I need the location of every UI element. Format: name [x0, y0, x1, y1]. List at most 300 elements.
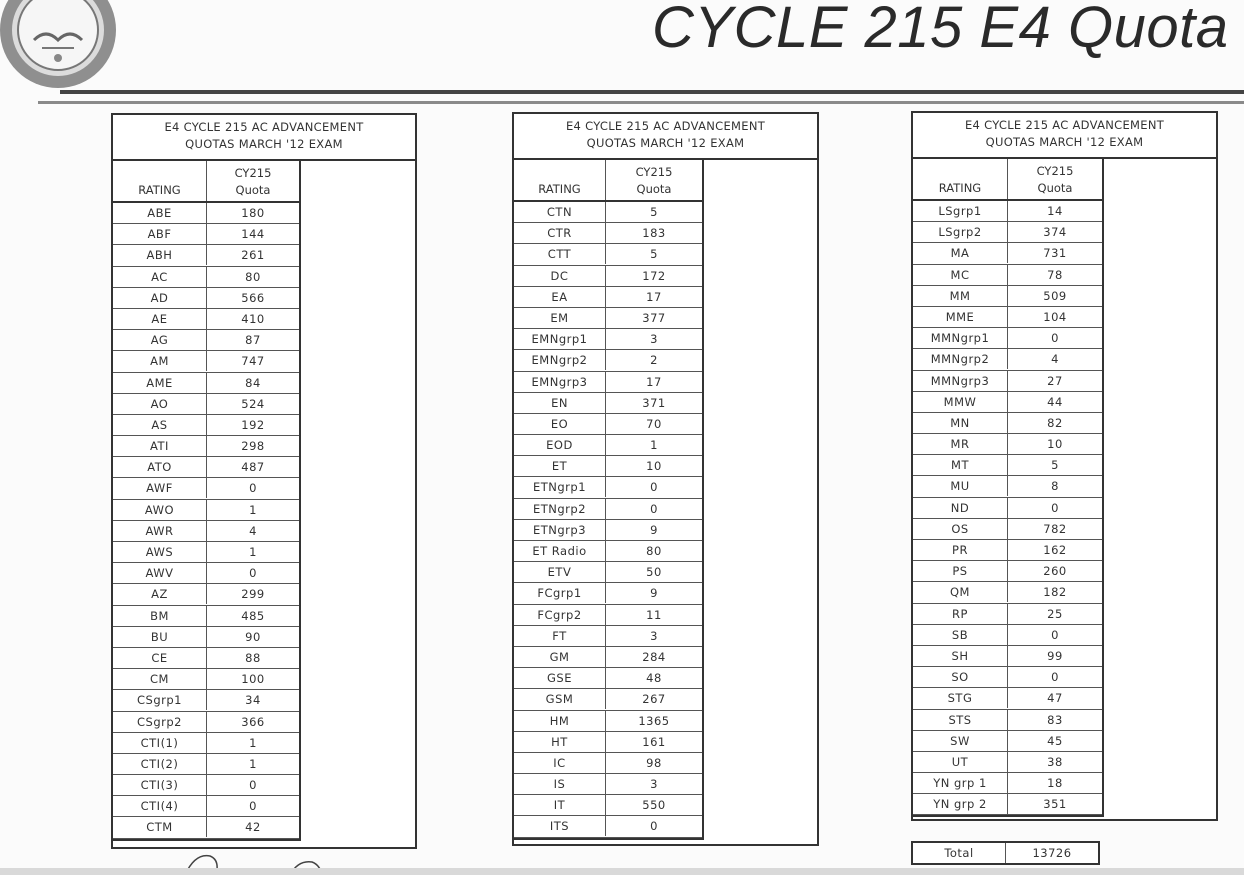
quota-cell: 70 — [646, 416, 662, 431]
quota-cell: 104 — [1043, 309, 1067, 324]
table-row — [113, 351, 299, 372]
rating-cell: MME — [913, 307, 1008, 327]
table-row — [514, 689, 702, 710]
rating-cell: MN — [913, 413, 1008, 433]
rating-cell: ITS — [514, 816, 606, 836]
table-row — [913, 498, 1102, 519]
quota-cell: 182 — [1043, 585, 1067, 600]
panel-heading — [913, 113, 1216, 159]
title-rule — [60, 90, 1244, 94]
quota-cell: 485 — [241, 608, 265, 623]
table-body — [913, 201, 1102, 815]
table-row — [113, 309, 299, 330]
quota-cell: 0 — [249, 566, 257, 581]
rating-cell: AS — [113, 415, 207, 435]
rating-cell: AM — [113, 351, 207, 371]
quota-cell: 1 — [249, 545, 257, 559]
rating-cell: FT — [514, 626, 606, 646]
table-header — [913, 159, 1102, 201]
table-row — [514, 795, 702, 816]
quota-cell: 4 — [1051, 352, 1059, 367]
table-row — [913, 328, 1102, 349]
heading-line-1: E4 CYCLE 215 AC ADVANCEMENT — [964, 118, 1165, 132]
rating-cell: MMNgrp1 — [913, 328, 1008, 348]
table-row — [514, 372, 702, 393]
rating-cell: EMNgrp1 — [514, 329, 606, 349]
rating-cell: EM — [514, 308, 606, 328]
quota-cell: 377 — [642, 310, 666, 325]
table-row — [913, 286, 1102, 307]
quota-cell: 0 — [1051, 627, 1059, 642]
table-row — [913, 434, 1102, 455]
table-row — [514, 711, 702, 732]
rating-cell: UT — [913, 752, 1008, 772]
table-row — [913, 371, 1102, 392]
table-row — [514, 732, 702, 753]
panel-heading — [113, 115, 415, 161]
rating-cell: EMNgrp3 — [514, 372, 606, 392]
table-row — [514, 202, 702, 223]
navy-seal-icon — [0, 0, 122, 90]
table-row — [113, 817, 299, 838]
heading-line-1: E4 CYCLE 215 AC ADVANCEMENT — [164, 120, 364, 134]
quota-cell: 566 — [241, 290, 265, 305]
rating-cell: CTR — [514, 223, 606, 243]
rating-cell: SH — [913, 646, 1008, 666]
quota-cell: 50 — [646, 565, 662, 580]
table-row — [913, 561, 1102, 582]
quota-cell: 14 — [1047, 204, 1063, 218]
rating-cell: ND — [913, 498, 1008, 518]
table-row — [113, 648, 299, 669]
table-body — [514, 202, 702, 838]
rating-cell: ABF — [113, 224, 207, 244]
quota-cell: 78 — [1047, 267, 1063, 282]
quota-cell: 10 — [646, 459, 662, 474]
table-row — [113, 415, 299, 436]
table-row — [113, 584, 299, 605]
rating-cell: SB — [913, 625, 1008, 645]
rating-cell: MM — [913, 286, 1008, 306]
quota-cell: 45 — [1047, 733, 1063, 748]
rating-cell: AWF — [113, 478, 207, 498]
table-row — [514, 308, 702, 329]
table-row — [514, 605, 702, 626]
quota-cell: 180 — [241, 206, 265, 220]
quota-cell: 550 — [642, 798, 666, 813]
rating-cell: AO — [113, 394, 207, 414]
rating-cell: CSgrp1 — [113, 690, 207, 710]
table-row — [113, 457, 299, 478]
rating-cell: FCgrp1 — [514, 583, 606, 603]
table-body — [113, 203, 299, 839]
rating-cell: BM — [113, 606, 207, 626]
quota-cell: 0 — [650, 819, 658, 834]
quota-cell: 487 — [241, 460, 265, 475]
quota-cell: 161 — [642, 734, 666, 749]
quota-cell: 782 — [1043, 521, 1067, 536]
rating-cell: ABE — [113, 203, 207, 223]
rating-cell: ATI — [113, 436, 207, 456]
quota-cell: 1 — [249, 735, 257, 750]
rating-cell: EOD — [514, 435, 606, 455]
rating-cell: GSM — [514, 689, 606, 709]
quota-cell: 2 — [650, 353, 658, 368]
quota-cell: 5 — [650, 247, 658, 262]
table-row — [913, 773, 1102, 794]
rating-cell: ET Radio — [514, 541, 606, 561]
quota-header-line-1: CY215 — [635, 165, 673, 179]
rating-cell: RP — [913, 604, 1008, 624]
table-row — [913, 222, 1102, 243]
rating-cell: GSE — [514, 668, 606, 688]
rating-cell: MMNgrp3 — [913, 371, 1008, 391]
quota-cell: 88 — [245, 650, 261, 665]
quota-cell: 410 — [241, 311, 265, 326]
quota-panel-2 — [512, 112, 819, 846]
quota-cell: 509 — [1043, 288, 1067, 303]
rating-cell: CTT — [514, 244, 606, 264]
table-row — [514, 435, 702, 456]
quota-cell: 351 — [1043, 797, 1067, 812]
table-row — [113, 203, 299, 224]
rating-cell: HT — [514, 732, 606, 752]
rating-cell: SO — [913, 667, 1008, 687]
quota-cell: 366 — [241, 714, 265, 729]
rating-cell: ET — [514, 456, 606, 476]
quota-cell: 44 — [1047, 394, 1063, 409]
table-row — [514, 266, 702, 287]
quota-cell: 98 — [646, 755, 662, 770]
table-row — [913, 243, 1102, 264]
quota-cell: 83 — [1047, 712, 1063, 727]
table-row — [913, 688, 1102, 709]
rating-cell: EA — [514, 287, 606, 307]
rating-cell: AME — [113, 373, 207, 393]
quota-cell: 731 — [1043, 246, 1067, 261]
total-label: Total — [913, 843, 1006, 863]
quota-cell: 5 — [1051, 458, 1059, 473]
rating-cell: AG — [113, 330, 207, 350]
quota-header — [207, 161, 299, 201]
rating-cell: CSgrp2 — [113, 712, 207, 732]
table-row — [514, 223, 702, 244]
rating-cell: MC — [913, 265, 1008, 285]
table-row — [514, 816, 702, 837]
rating-cell: AWR — [113, 521, 207, 541]
rating-cell: ETNgrp2 — [514, 499, 606, 519]
total-value: 13726 — [1032, 846, 1072, 860]
quota-header-line-1: CY215 — [1036, 164, 1074, 178]
rating-cell: MA — [913, 243, 1008, 263]
table-row — [913, 731, 1102, 752]
table-row — [913, 413, 1102, 434]
table-header — [113, 161, 299, 203]
rating-cell: HM — [514, 711, 606, 731]
table-row — [514, 541, 702, 562]
table-row — [113, 627, 299, 648]
table-row — [913, 349, 1102, 370]
quota-cell: 162 — [1043, 543, 1067, 557]
quota-cell: 261 — [241, 248, 265, 263]
rating-header: RATING — [514, 160, 606, 200]
table-row — [913, 794, 1102, 815]
rating-cell: STG — [913, 688, 1008, 708]
quota-cell: 17 — [646, 289, 662, 304]
table-row — [514, 477, 702, 498]
quota-cell: 99 — [1047, 648, 1063, 663]
rating-cell: DC — [514, 266, 606, 286]
table-row — [913, 201, 1102, 222]
quota-cell: 0 — [249, 799, 257, 814]
quota-cell: 25 — [1047, 606, 1063, 621]
quota-cell: 144 — [241, 227, 265, 242]
rating-cell: EO — [514, 414, 606, 434]
table-row — [514, 626, 702, 647]
table-row — [113, 478, 299, 499]
table-row — [113, 373, 299, 394]
quota-cell: 3 — [650, 777, 658, 792]
quota-cell: 10 — [1047, 437, 1063, 452]
table-row — [514, 562, 702, 583]
quota-header-line-2: Quota — [235, 183, 271, 197]
rating-cell: ETV — [514, 562, 606, 582]
table-row — [913, 455, 1102, 476]
rating-cell: CTI(3) — [113, 775, 207, 795]
table-row — [514, 456, 702, 477]
rating-cell: IS — [514, 774, 606, 794]
rating-cell: CTN — [514, 202, 606, 222]
rating-cell: IT — [514, 795, 606, 815]
quota-cell: 183 — [642, 226, 666, 241]
table-row — [113, 796, 299, 817]
rating-cell: AE — [113, 309, 207, 329]
rating-cell: PR — [913, 540, 1008, 560]
quota-cell: 524 — [241, 396, 265, 411]
rating-cell: CE — [113, 648, 207, 668]
table-row — [113, 733, 299, 754]
table-row — [514, 774, 702, 795]
quota-cell: 172 — [642, 268, 666, 283]
rating-cell: IC — [514, 753, 606, 773]
table-row — [113, 288, 299, 309]
rating-cell: EMNgrp2 — [514, 350, 606, 370]
quota-cell: 1 — [249, 502, 257, 517]
table-row — [913, 710, 1102, 731]
table-row — [113, 712, 299, 733]
quota-cell: 371 — [642, 395, 666, 410]
quota-cell: 38 — [1047, 754, 1063, 769]
quota-cell: 0 — [249, 778, 257, 793]
quota-cell: 192 — [241, 417, 265, 432]
quota-panel-1 — [111, 113, 417, 849]
table-row — [113, 542, 299, 563]
rating-cell: CTI(4) — [113, 796, 207, 816]
rating-cell: AZ — [113, 584, 207, 604]
table-row — [913, 582, 1102, 603]
quota-cell: 0 — [1051, 670, 1059, 685]
rating-cell: MMW — [913, 392, 1008, 412]
quota-cell: 0 — [1051, 331, 1059, 346]
rating-cell: QM — [913, 582, 1008, 602]
table-row — [514, 753, 702, 774]
table-row — [514, 499, 702, 520]
rating-cell: MT — [913, 455, 1008, 475]
table-row — [113, 754, 299, 775]
quota-header — [606, 160, 702, 200]
quota-cell: 1365 — [638, 713, 670, 728]
rating-header: RATING — [913, 159, 1008, 199]
rating-cell: AWV — [113, 563, 207, 583]
quota-cell: 0 — [1051, 500, 1059, 515]
rating-cell: YN grp 2 — [913, 794, 1008, 814]
panel-heading — [514, 114, 817, 160]
quota-table — [113, 161, 301, 841]
quota-cell: 5 — [650, 205, 658, 219]
quota-cell: 80 — [646, 544, 662, 558]
page-title: CYCLE 215 E4 Quota — [652, 0, 1229, 60]
rating-cell: CM — [113, 669, 207, 689]
rating-cell: YN grp 1 — [913, 773, 1008, 793]
table-row — [514, 668, 702, 689]
rating-cell: EN — [514, 393, 606, 413]
quota-cell: 4 — [249, 523, 257, 538]
quota-cell: 42 — [245, 820, 261, 835]
quota-header-line-1: CY215 — [234, 166, 272, 180]
table-row — [113, 690, 299, 711]
table-row — [113, 224, 299, 245]
table-row — [113, 330, 299, 351]
quota-cell: 100 — [241, 672, 265, 687]
table-row — [913, 667, 1102, 688]
table-row — [113, 669, 299, 690]
rating-header: RATING — [113, 161, 207, 201]
rating-cell: AWO — [113, 500, 207, 520]
quota-cell: 0 — [650, 480, 658, 495]
table-row — [913, 476, 1102, 497]
quota-cell: 17 — [646, 374, 662, 389]
rating-cell: FCgrp2 — [514, 605, 606, 625]
rating-cell: CTI(1) — [113, 733, 207, 753]
table-row — [514, 520, 702, 541]
table-row — [514, 583, 702, 604]
quota-header-line-2: Quota — [636, 182, 672, 196]
rating-cell: ATO — [113, 457, 207, 477]
table-row — [113, 245, 299, 266]
table-row — [514, 287, 702, 308]
table-row — [113, 606, 299, 627]
table-row — [113, 775, 299, 796]
quota-cell: 84 — [245, 375, 261, 390]
quota-cell: 374 — [1043, 225, 1067, 240]
table-row — [113, 563, 299, 584]
rating-cell: AWS — [113, 542, 207, 562]
quota-table — [913, 159, 1104, 817]
table-row — [113, 394, 299, 415]
rating-cell: GM — [514, 647, 606, 667]
table-row — [913, 307, 1102, 328]
table-row — [514, 647, 702, 668]
rating-cell: OS — [913, 519, 1008, 539]
quota-panel-3 — [911, 111, 1218, 821]
rating-cell: BU — [113, 627, 207, 647]
table-row — [113, 521, 299, 542]
quota-cell: 34 — [245, 693, 261, 708]
rating-cell: ETNgrp3 — [514, 520, 606, 540]
rating-cell: AC — [113, 267, 207, 287]
table-row — [913, 265, 1102, 286]
quota-cell: 48 — [646, 671, 662, 686]
quota-header-line-2: Quota — [1037, 181, 1073, 195]
total-box — [911, 841, 1100, 865]
table-row — [113, 500, 299, 521]
rating-cell: AD — [113, 288, 207, 308]
table-row — [514, 244, 702, 265]
bottom-bar — [0, 868, 1244, 875]
table-row — [514, 329, 702, 350]
quota-cell: 3 — [650, 628, 658, 643]
quota-header — [1008, 159, 1102, 199]
rating-cell: ABH — [113, 245, 207, 265]
table-row — [514, 393, 702, 414]
quota-cell: 8 — [1051, 479, 1059, 494]
table-row — [913, 625, 1102, 646]
quota-cell: 299 — [241, 587, 265, 602]
quota-cell: 298 — [241, 439, 265, 454]
rating-cell: MMNgrp2 — [913, 349, 1008, 369]
quota-cell: 267 — [642, 692, 666, 707]
heading-line-1: E4 CYCLE 215 AC ADVANCEMENT — [565, 119, 766, 133]
table-header — [514, 160, 702, 202]
quota-cell: 47 — [1047, 691, 1063, 706]
table-row — [913, 752, 1102, 773]
quota-cell: 260 — [1043, 564, 1067, 579]
quota-cell: 11 — [646, 607, 662, 622]
table-row — [113, 436, 299, 457]
table-row — [913, 646, 1102, 667]
heading-line-2: QUOTAS MARCH '12 EXAM — [985, 135, 1144, 149]
quota-cell: 0 — [249, 481, 257, 496]
quota-cell: 284 — [642, 649, 666, 664]
rating-cell: LSgrp1 — [913, 201, 1008, 221]
quota-cell: 9 — [650, 522, 658, 537]
quota-cell: 90 — [245, 629, 261, 644]
table-row — [913, 392, 1102, 413]
quota-cell: 87 — [245, 333, 261, 348]
table-row — [514, 350, 702, 371]
rating-cell: SW — [913, 731, 1008, 751]
title-rule-secondary — [38, 101, 1244, 104]
table-row — [913, 604, 1102, 625]
rating-cell: LSgrp2 — [913, 222, 1008, 242]
quota-cell: 0 — [650, 501, 658, 516]
rating-cell: CTM — [113, 817, 207, 837]
quota-cell: 27 — [1047, 373, 1063, 388]
table-row — [113, 267, 299, 288]
rating-cell: MR — [913, 434, 1008, 454]
quota-cell: 1 — [650, 438, 658, 453]
quota-cell: 9 — [650, 586, 658, 601]
heading-line-2: QUOTAS MARCH '12 EXAM — [586, 136, 745, 150]
rating-cell: PS — [913, 561, 1008, 581]
quota-cell: 82 — [1047, 415, 1063, 430]
rating-cell: STS — [913, 710, 1008, 730]
rating-cell: ETNgrp1 — [514, 477, 606, 497]
table-row — [913, 540, 1102, 561]
quota-cell: 1 — [249, 756, 257, 771]
quota-cell: 18 — [1047, 776, 1063, 791]
table-row — [514, 414, 702, 435]
